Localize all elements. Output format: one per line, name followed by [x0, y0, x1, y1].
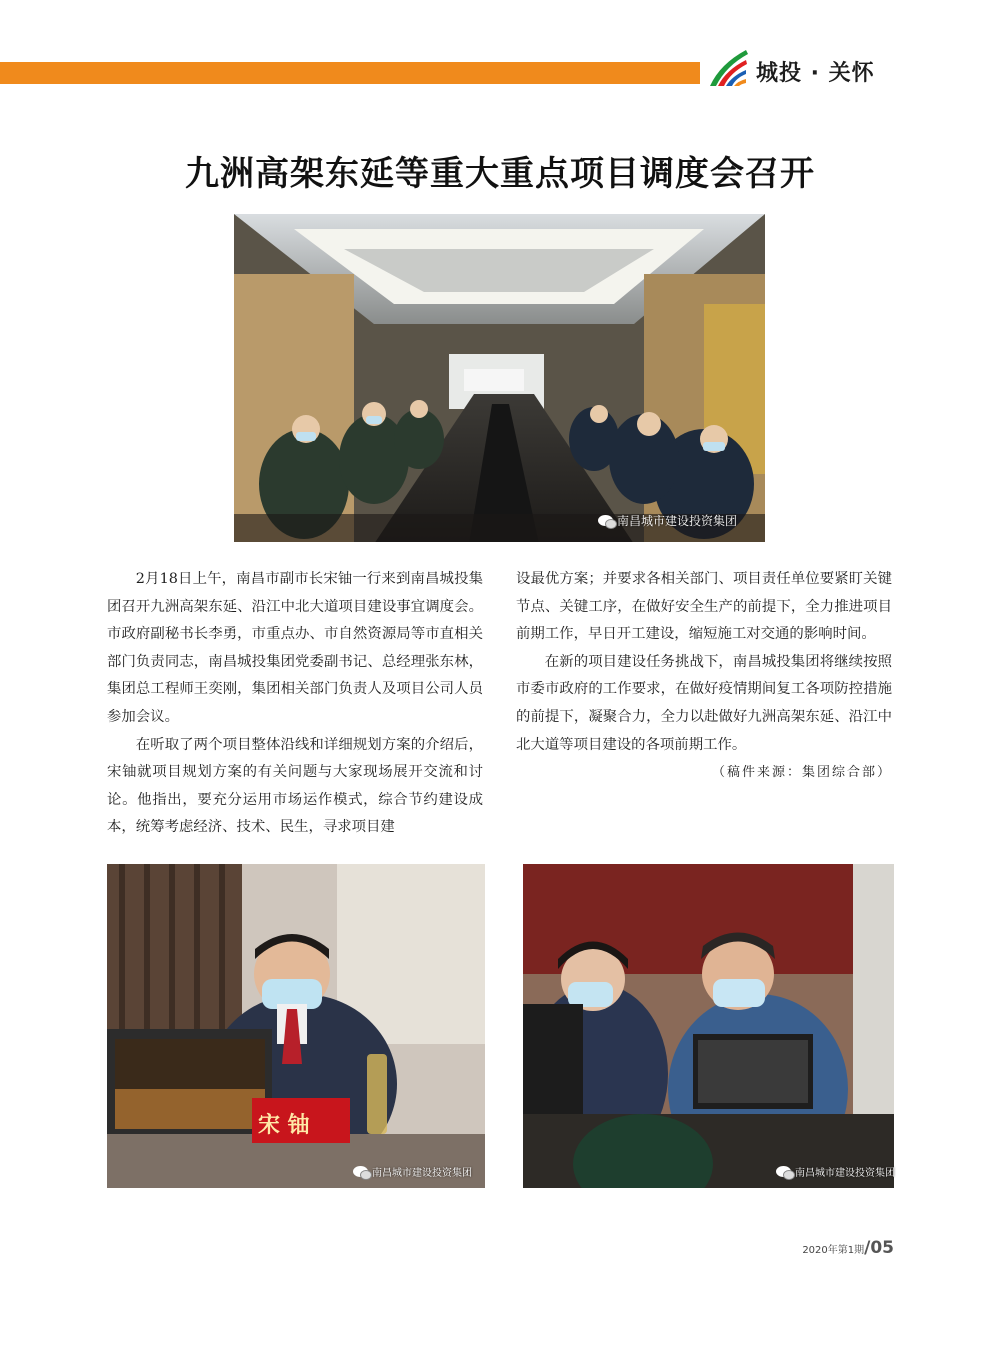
text-column-left	[107, 566, 483, 842]
issue-label: 2020年第1期	[802, 1245, 865, 1256]
text-column-right	[516, 566, 892, 787]
wechat-icon	[776, 1166, 791, 1177]
wechat-icon	[353, 1166, 368, 1177]
nameplate: 宋 铀	[258, 1112, 310, 1138]
section-title: 城投 · 关怀	[756, 61, 875, 86]
wechat-icon	[598, 515, 613, 526]
vice-mayor-photo	[107, 864, 485, 1188]
paragraph-3: 在新的项目建设任务挑战下，南昌城投集团将继续按照市委市政府的工作要求，在做好疫情期间复工各项防控措施的前提下，凝聚合力，全力以赴做好九洲高架东延、沿江中北大道等项目建设的各项前期工作。	[516, 653, 892, 753]
paragraph-1: 2月18日上午，南昌市副市长宋铀一行来到南昌城投集团召开九洲高架东延、沿江中北大道项目建设事宜调度会。市政府副秘书长李勇，市重点办、市自然资源局等市直相关部门负责同志，南昌城投集团党委副书记、总经理张东林，集团总工程师王奕刚，集团相关部门负责人及项目公司人员参加会议。	[107, 571, 483, 725]
main-meeting-photo	[234, 214, 765, 542]
article-source: （稿件来源：集团综合部）	[711, 765, 892, 781]
paragraph-2: 在听取了两个项目整体沿线和详细规划方案的介绍后，宋铀就项目规划方案的有关问题与大家现场展开交流和讨论。他指出，要充分运用市场运作模式，综合节约建设成本，统筹考虑经济、技术、民生，寻求项目建	[107, 736, 483, 836]
page-number: /05	[864, 1238, 894, 1258]
right-photo-watermark: 南昌城市建设投资集团	[776, 1164, 895, 1179]
attendees-photo	[523, 864, 894, 1188]
main-photo-watermark: 南昌城市建设投资集团	[598, 512, 737, 529]
article-title: 九洲高架东延等重大重点项目调度会召开	[185, 154, 815, 194]
left-photo-watermark: 南昌城市建设投资集团	[353, 1164, 472, 1179]
paragraph-2-continued: 设最优方案；并要求各相关部门、项目责任单位要紧盯关键节点、关键工序，在做好安全生产的前提下，全力推进项目前期工作，早日开工建设，缩短施工对交通的影响时间。	[516, 571, 892, 643]
page-footer	[802, 1238, 894, 1258]
city-investment-logo-icon	[706, 46, 750, 90]
header-orange-bar	[0, 62, 700, 84]
